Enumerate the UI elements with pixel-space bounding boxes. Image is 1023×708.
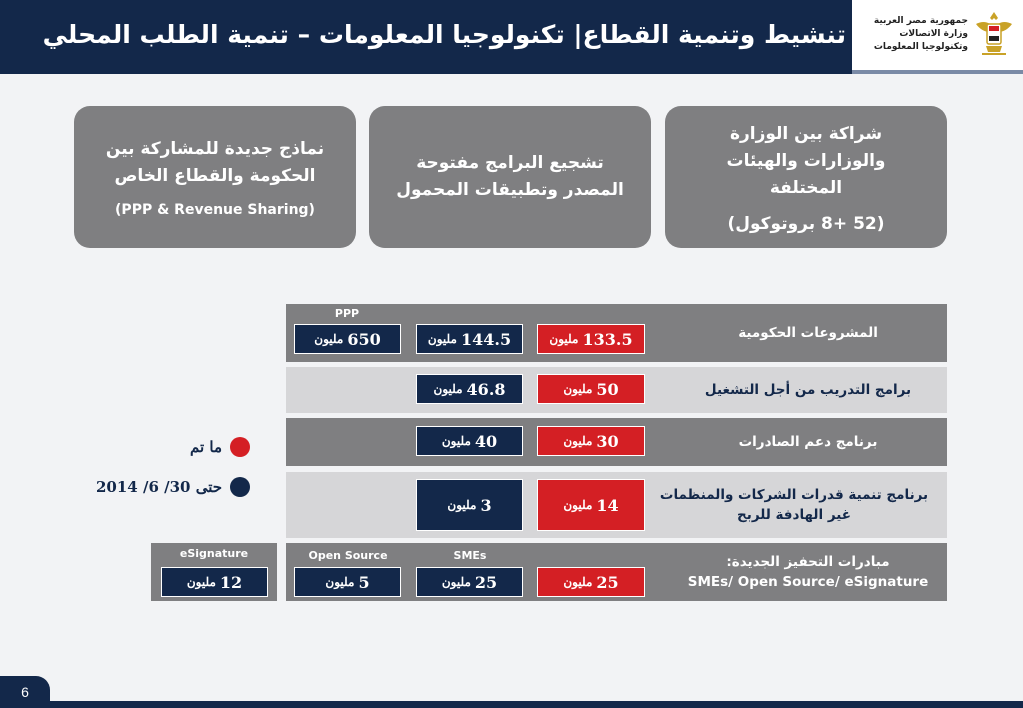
value-number: 3 — [480, 495, 492, 515]
value-number: 25 — [596, 572, 619, 592]
value-unit: مليون — [186, 575, 216, 589]
legend-label: ما تم — [190, 438, 222, 456]
value-number: 30 — [596, 431, 619, 451]
box-subtitle: (PPP & Revenue Sharing) — [115, 202, 315, 218]
value-unit: مليون — [441, 575, 471, 589]
egypt-eagle-icon — [974, 10, 1014, 58]
row-label-line: SMEs/ Open Source/ eSignature — [687, 574, 929, 590]
value-unit: مليون — [433, 382, 463, 396]
footer-bar — [0, 701, 1023, 708]
box-title: نماذج جديدة للمشاركة بين الحكومة والقطاع الخاص — [105, 139, 325, 186]
box-subtitle: (52 +8 بروتوكول) — [727, 213, 885, 234]
page-number: 6 — [0, 676, 50, 708]
value-cell-smes — [416, 567, 523, 597]
value-number: 46.8 — [466, 379, 506, 399]
value-unit: مليون — [563, 498, 593, 512]
value-unit: مليون — [447, 498, 477, 512]
value-cell-achieved — [537, 324, 645, 354]
header-underline-accent — [852, 70, 1023, 74]
value-cell-achieved — [537, 374, 645, 404]
box-title: شراكة بين الوزارة والوزارات والهيئات المختلفة — [726, 123, 886, 198]
value-cell-achieved — [537, 426, 645, 456]
column-head-open-source: Open Source — [308, 549, 388, 562]
legend-target — [70, 477, 250, 497]
value-unit: مليون — [563, 575, 593, 589]
value-cell-ppp — [294, 324, 401, 354]
ministry-line: وتكنولوجيا المعلومات — [873, 42, 968, 52]
value-unit: مليون — [325, 575, 355, 589]
value-unit: مليون — [563, 382, 593, 396]
legend-label: حتى 30/ 6/ 2014 — [96, 478, 222, 496]
value-cell-open-source — [294, 567, 401, 597]
value-number: 5 — [358, 572, 370, 592]
legend-achieved — [160, 437, 250, 457]
column-head-ppp: PPP — [334, 307, 360, 320]
value-unit: مليون — [314, 332, 344, 346]
value-number: 12 — [219, 572, 243, 592]
ministry-line: وزارة الاتصالات — [899, 29, 968, 39]
box-title: تشجيع البرامج مفتوحة المصدر وتطبيقات المحمول — [396, 153, 624, 200]
partnership-box — [665, 106, 947, 248]
value-number: 650 — [347, 329, 381, 349]
value-number: 14 — [596, 495, 619, 515]
value-unit: مليون — [563, 434, 593, 448]
slide-title: تنشيط وتنمية القطاع| تكنولوجيا المعلومات – تنمية الطلب المحلي — [42, 20, 846, 49]
value-cell-target — [416, 324, 523, 354]
value-cell-achieved — [537, 479, 645, 531]
value-cell-esignature — [161, 567, 268, 597]
footer-shadow — [0, 682, 1023, 702]
ppp-box — [74, 106, 356, 248]
row-label: برنامج تنمية قدرات الشركات والمنظمات غير الهادفة للربح — [659, 487, 929, 523]
value-cell-target — [416, 374, 523, 404]
column-head-smes: SMEs — [453, 549, 487, 562]
row-label: برامج التدريب من أجل التشغيل — [704, 382, 912, 398]
ministry-line: جمهورية مصر العربية — [873, 16, 968, 26]
value-number: 40 — [474, 431, 498, 451]
red-dot-icon — [230, 437, 250, 457]
open-source-box — [369, 106, 651, 248]
value-unit: مليون — [441, 434, 471, 448]
value-number: 50 — [596, 379, 619, 399]
ministry-name — [868, 15, 968, 54]
value-number: 133.5 — [582, 329, 633, 349]
row-label: المشروعات الحكومية — [738, 325, 878, 341]
value-cell-target — [416, 479, 523, 531]
value-number: 25 — [474, 572, 498, 592]
value-cell-achieved — [537, 567, 645, 597]
value-number: 144.5 — [460, 329, 512, 349]
value-unit: مليون — [549, 332, 579, 346]
navy-dot-icon — [230, 477, 250, 497]
value-cell-target — [416, 426, 523, 456]
column-head-esignature: eSignature — [179, 547, 249, 560]
row-label-line: مبادرات التحفيز الجديدة: — [726, 554, 890, 570]
value-unit: مليون — [427, 332, 457, 346]
row-label: برنامج دعم الصادرات — [738, 434, 878, 450]
row-label — [669, 543, 947, 601]
